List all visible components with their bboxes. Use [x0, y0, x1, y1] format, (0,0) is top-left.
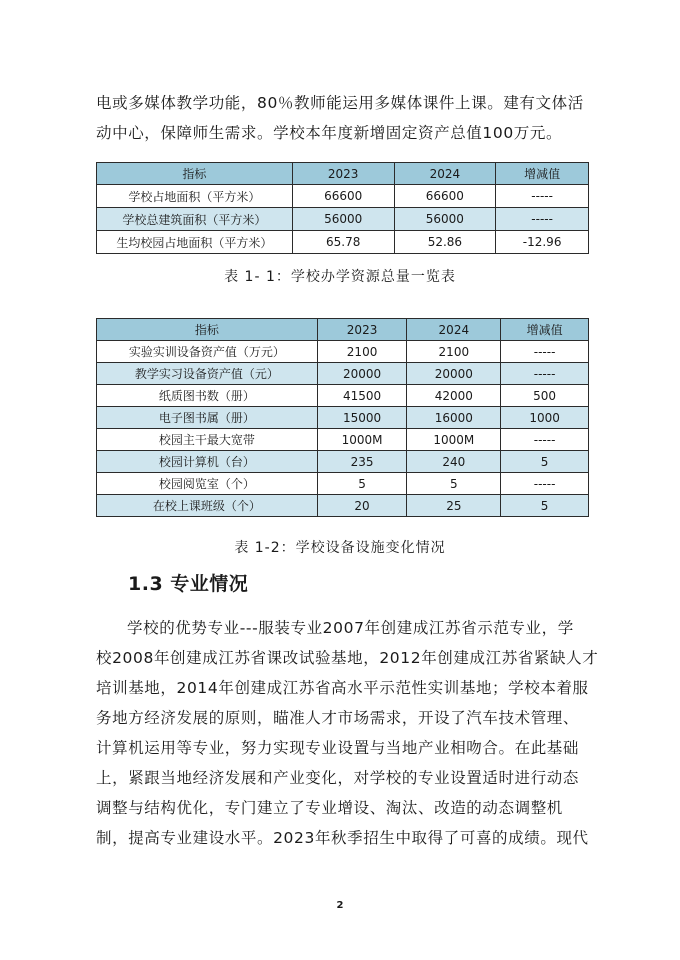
table-cell: 41500 [317, 385, 407, 407]
table-cell: 66600 [394, 185, 496, 208]
table-header-row [97, 319, 589, 341]
page-number: 2 [336, 900, 344, 911]
table1-caption: 表 1- 1：学校办学资源总量一览表 [224, 269, 456, 285]
table-row [97, 231, 589, 254]
table-cell: ----- [501, 341, 589, 363]
table-cell: 2100 [317, 341, 407, 363]
table-row [97, 385, 589, 407]
table-cell: 2100 [407, 341, 501, 363]
table-cell: 16000 [407, 407, 501, 429]
table-cell: 5 [501, 495, 589, 517]
table-cell: ----- [496, 208, 589, 231]
table-cell: 学校总建筑面积（平方米） [97, 208, 293, 231]
table-cell: ----- [501, 363, 589, 385]
table-cell: 42000 [407, 385, 501, 407]
table-cell: ----- [501, 473, 589, 495]
table-cell: 校园主干最大宽带 [97, 429, 318, 451]
table2-caption: 表 1-2：学校设备设施变化情况 [234, 540, 446, 556]
table-cell: 在校上课班级（个） [97, 495, 318, 517]
equipment-table [96, 318, 589, 517]
table-cell: 65.78 [292, 231, 394, 254]
table-cell: 500 [501, 385, 589, 407]
table-header-row [97, 163, 589, 185]
table-row [97, 407, 589, 429]
header-cell: 2023 [292, 163, 394, 185]
table-cell: 教学实习设备资产值（元） [97, 363, 318, 385]
table-cell: 电子图书属（册） [97, 407, 318, 429]
table-cell: 1000 [501, 407, 589, 429]
paragraph-line: 校2008年创建成江苏省课改试验基地，2012年创建成江苏省紧缺人才 [96, 649, 599, 667]
paragraph-line: 电或多媒体教学功能，80％教师能运用多媒体课件上课。建有文体活 [96, 94, 584, 112]
paragraph-line: 动中心，保障师生需求。学校本年度新增固定资产总值100万元。 [96, 124, 563, 142]
table-cell: 实验实训设备资产值（万元） [97, 341, 318, 363]
table-cell: 56000 [394, 208, 496, 231]
table-cell: 66600 [292, 185, 394, 208]
table-cell: 1000M [317, 429, 407, 451]
table-cell: 学校占地面积（平方米） [97, 185, 293, 208]
table-row [97, 341, 589, 363]
table-cell: 52.86 [394, 231, 496, 254]
paragraph-line: 学校的优势专业---服装专业2007年创建成江苏省示范专业，学 [127, 619, 574, 637]
table-row [97, 495, 589, 517]
table-row [97, 185, 589, 208]
header-cell: 增减值 [496, 163, 589, 185]
table-cell: 20000 [317, 363, 407, 385]
paragraph-line: 培训基地，2014年创建成江苏省高水平示范性实训基地；学校本着服 [96, 679, 589, 697]
table-cell: 15000 [317, 407, 407, 429]
header-cell: 2024 [394, 163, 496, 185]
table-row [97, 363, 589, 385]
paragraph-line: 制，提高专业建设水平。2023年秋季招生中取得了可喜的成绩。现代 [96, 829, 589, 847]
header-cell: 2024 [407, 319, 501, 341]
table-cell: 1000M [407, 429, 501, 451]
table-cell: ----- [496, 185, 589, 208]
section-heading: 1.3 专业情况 [128, 573, 249, 595]
paragraph-line: 调整与结构优化，专门建立了专业增设、淘汰、改造的动态调整机 [96, 799, 563, 817]
table-cell: ----- [501, 429, 589, 451]
table-cell: 5 [317, 473, 407, 495]
table-cell: 5 [407, 473, 501, 495]
header-cell: 指标 [97, 319, 318, 341]
table-row [97, 451, 589, 473]
paragraph-line: 务地方经济发展的原则，瞄准人才市场需求，开设了汽车技术管理、 [96, 709, 580, 727]
header-cell: 增减值 [501, 319, 589, 341]
table-cell: 240 [407, 451, 501, 473]
paragraph-line: 计算机运用等专业，努力实现专业设置与当地产业相吻合。在此基础 [96, 739, 580, 757]
table-cell: 5 [501, 451, 589, 473]
header-cell: 指标 [97, 163, 293, 185]
header-cell: 2023 [317, 319, 407, 341]
body-paragraph [96, 613, 599, 853]
table-row [97, 429, 589, 451]
table-cell: 20 [317, 495, 407, 517]
table-cell: 20000 [407, 363, 501, 385]
table-row [97, 208, 589, 231]
table-cell: 校园阅览室（个） [97, 473, 318, 495]
table-cell: -12.96 [496, 231, 589, 254]
table-cell: 235 [317, 451, 407, 473]
table-cell: 纸质图书数（册） [97, 385, 318, 407]
table-cell: 校园计算机（台） [97, 451, 318, 473]
intro-paragraph [96, 88, 588, 148]
resources-table [96, 162, 589, 254]
table-cell: 56000 [292, 208, 394, 231]
paragraph-line: 上，紧跟当地经济发展和产业变化，对学校的专业设置适时进行动态 [96, 769, 580, 787]
table-cell: 生均校园占地面积（平方米） [97, 231, 293, 254]
table-cell: 25 [407, 495, 501, 517]
table-row [97, 473, 589, 495]
